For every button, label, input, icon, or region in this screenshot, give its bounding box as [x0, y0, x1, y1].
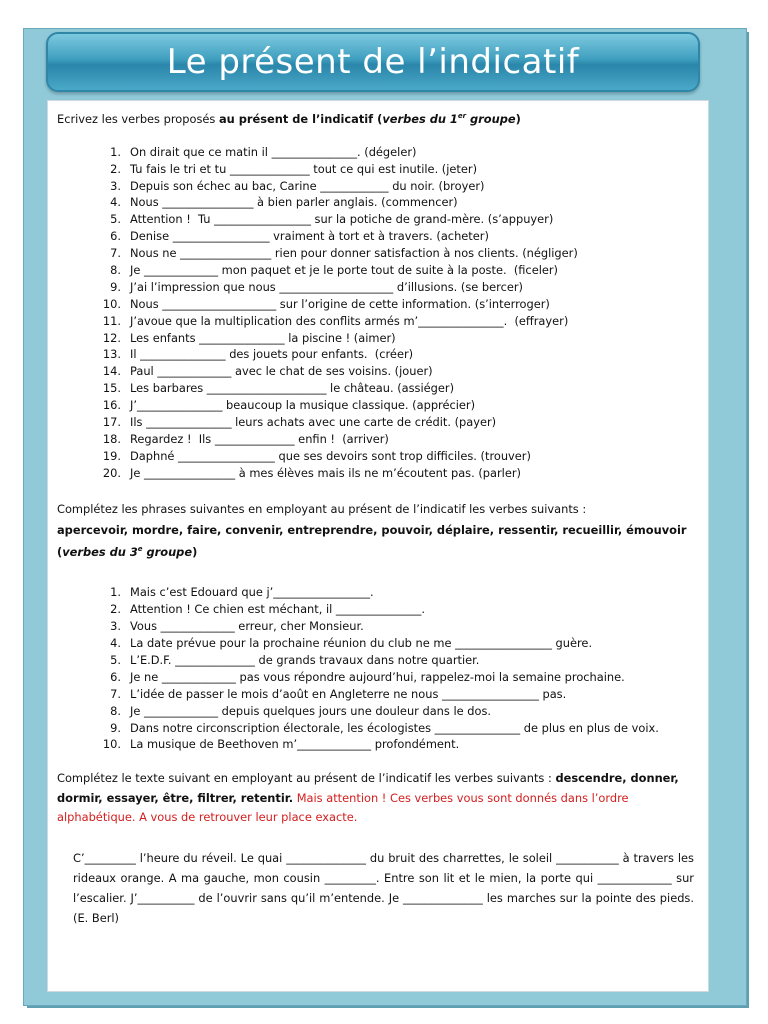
title-banner	[46, 32, 700, 92]
item-sentence: J’ai l’impression que nous ____________________ d’illusions. (se bercer)	[130, 279, 523, 294]
exercise-3-instructions	[57, 769, 698, 828]
item-sentence: Attention ! Tu _________________ sur la potiche de grand-mère. (s’appuyer)	[130, 212, 554, 227]
item-number: 6.	[110, 229, 121, 244]
ex1-item	[57, 144, 698, 161]
ex2-item	[57, 584, 698, 601]
item-number: 20.	[102, 465, 121, 480]
ex1-item	[57, 448, 698, 465]
exercise-2-verbs	[57, 520, 698, 563]
instr-bold: au présent de l’indicatif (	[218, 111, 383, 126]
item-sentence: On dirait que ce matin il _______________. (dégeler)	[130, 144, 417, 159]
item-sentence: Les barbares _____________________ le château. (assiéger)	[130, 381, 455, 396]
instr-text: Complétez le texte suivant en employant au présent de l’indicatif les verbes suivants :	[57, 771, 556, 786]
exercise-2-list	[57, 584, 698, 753]
item-number: 13.	[102, 347, 121, 362]
item-number: 2.	[110, 602, 121, 617]
group-label: verbes du 3	[62, 545, 138, 560]
item-sentence: Les enfants _______________ la piscine ! (aimer)	[130, 330, 396, 345]
item-sentence: Paul _____________ avec le chat de ses voisins. (jouer)	[130, 364, 433, 379]
item-number: 9.	[110, 720, 121, 735]
ex1-item	[57, 380, 698, 397]
item-number: 8.	[110, 263, 121, 278]
ex1-item	[57, 161, 698, 178]
exercise-1-list	[57, 144, 698, 482]
exercise-1-instructions	[57, 107, 698, 128]
item-number: 7.	[110, 686, 121, 701]
ex1-item	[57, 296, 698, 313]
item-number: 1.	[110, 144, 121, 159]
item-number: 10.	[102, 296, 121, 311]
item-number: 4.	[110, 195, 121, 210]
item-sentence: Mais c’est Edouard que j’_________________.	[130, 585, 374, 600]
item-sentence: Je ________________ à mes élèves mais ils ne m’écoutent pas. (parler)	[130, 465, 521, 480]
item-sentence: Nous ne ________________ rien pour donner satisfaction à nos clients. (négliger)	[130, 246, 578, 261]
item-sentence: La musique de Beethoven m’_____________ profondément.	[130, 737, 460, 752]
item-sentence: Je _____________ mon paquet et je le porte tout de suite à la poste. (ficeler)	[130, 263, 559, 278]
item-sentence: Je _____________ depuis quelques jours une douleur dans le dos.	[130, 703, 491, 718]
instr-close: )	[515, 111, 521, 126]
ex1-item	[57, 346, 698, 363]
item-number: 8.	[110, 703, 121, 718]
ex1-item	[57, 313, 698, 330]
item-sentence: Depuis son échec au bac, Carine ____________ du noir. (broyer)	[130, 178, 485, 193]
item-sentence: Vous _____________ erreur, cher Monsieur.	[130, 619, 364, 634]
worksheet	[47, 100, 709, 992]
item-number: 3.	[110, 178, 121, 193]
item-sentence: Dans notre circonscription électorale, les écologistes _______________ de plus en plus de voix.	[130, 720, 659, 735]
item-number: 3.	[110, 619, 121, 634]
ex2-item	[57, 720, 698, 737]
group-label-end: groupe	[142, 545, 193, 560]
ex2-item	[57, 652, 698, 669]
item-number: 6.	[110, 669, 121, 684]
ex2-item	[57, 736, 698, 753]
group-close: )	[192, 545, 198, 560]
verb-list: apercevoir, mordre, faire, convenir, entreprendre, pouvoir, déplaire, ressentir, recueillir, émouvoir	[57, 522, 687, 537]
item-sentence: Regardez ! Ils ______________ enfin ! (arriver)	[130, 431, 389, 446]
ex1-item	[57, 279, 698, 296]
item-sentence: J’avoue que la multiplication des conflits armés m’_______________. (effrayer)	[130, 313, 569, 328]
warning-text: Mais attention ! Ces verbes vous sont donnés dans l’ordre alphabétique. A vous de retrouver leur place exacte.	[57, 790, 629, 825]
ex1-item	[57, 245, 698, 262]
ex1-item	[57, 363, 698, 380]
item-number: 15.	[102, 381, 121, 396]
item-number: 7.	[110, 246, 121, 261]
item-sentence: Tu fais le tri et tu ______________ tout ce qui est inutile. (jeter)	[130, 161, 478, 176]
item-number: 5.	[110, 212, 121, 227]
ex2-item	[57, 601, 698, 618]
instr-sup: er	[457, 112, 467, 120]
item-sentence: Nous ________________ à bien parler anglais. (commencer)	[130, 195, 458, 210]
ex1-item	[57, 431, 698, 448]
item-number: 9.	[110, 279, 121, 294]
item-sentence: Ils _______________ leurs achats avec une carte de crédit. (payer)	[130, 415, 497, 430]
item-sentence: Attention ! Ce chien est méchant, il _______________.	[130, 602, 425, 617]
ex1-item	[57, 194, 698, 211]
page-title: Le présent de l’indicatif	[166, 42, 580, 82]
item-number: 17.	[102, 415, 121, 430]
instr-text: Complétez les phrases suivantes en employant au présent de l’indicatif les verbes suivants :	[57, 501, 587, 516]
ex1-item	[57, 397, 698, 414]
item-sentence: Je ne _____________ pas vous répondre aujourd’hui, rappelez-moi la semaine prochaine.	[130, 669, 625, 684]
ex2-item	[57, 669, 698, 686]
instr-group: verbes du 1	[382, 111, 458, 126]
item-sentence: L’E.D.F. ______________ de grands travaux dans notre quartier.	[130, 652, 480, 667]
item-sentence: Nous ____________________ sur l’origine de cette information. (s’interroger)	[130, 296, 550, 311]
item-sentence: L’idée de passer le mois d’août en Angleterre ne nous _________________ pas.	[130, 686, 567, 701]
item-number: 5.	[110, 652, 121, 667]
ex1-item	[57, 262, 698, 279]
item-number: 18.	[102, 431, 121, 446]
verb-list: descendre, donner, dormir, essayer, être, filtrer, retentir.	[57, 771, 679, 805]
ex1-item	[57, 414, 698, 431]
instr-group-end: groupe	[466, 111, 516, 126]
ex1-item	[57, 465, 698, 482]
item-sentence: Denise _________________ vraiment à tort et à travers. (acheter)	[130, 229, 489, 244]
ex2-item	[57, 618, 698, 635]
item-number: 1.	[110, 585, 121, 600]
exercise-2-instructions	[57, 500, 698, 518]
ex1-item	[57, 330, 698, 347]
item-number: 14.	[102, 364, 121, 379]
instr-text: Ecrivez les verbes proposés	[57, 111, 219, 126]
ex2-item	[57, 686, 698, 703]
item-sentence: J’_______________ beaucoup la musique classique. (apprécier)	[130, 398, 476, 413]
ex1-item	[57, 228, 698, 245]
ex1-item	[57, 178, 698, 195]
item-number: 2.	[110, 161, 121, 176]
group-open: (	[57, 545, 63, 560]
ex1-item	[57, 211, 698, 228]
item-sentence: Il _______________ des jouets pour enfants. (créer)	[130, 347, 414, 362]
ex2-item	[57, 703, 698, 720]
item-sentence: Daphné _________________ que ses devoirs sont trop difficiles. (trouver)	[130, 448, 531, 463]
item-number: 16.	[102, 398, 121, 413]
item-number: 10.	[102, 737, 121, 752]
group-sup: e	[137, 545, 143, 554]
item-number: 19.	[102, 448, 121, 463]
exercise-3-text: C’_________ l’heure du réveil. Le quai ______________ du bruit des charrettes, le soleil ___________ à travers les rideaux orange. A ma gauche, mon cousin _________. Entre son lit et le mien, la porte qui _____________ sur l’escalier. J’__________ de l’ouvrir sans qu’il m’entende. Je ______________ les marches sur la pointe des pieds. (E. Berl)	[73, 850, 694, 925]
item-number: 11.	[102, 313, 121, 328]
ex2-item	[57, 635, 698, 652]
item-sentence: La date prévue pour la prochaine réunion du club ne me _________________ guère.	[130, 636, 593, 651]
item-number: 4.	[110, 636, 121, 651]
item-number: 12.	[102, 330, 121, 345]
